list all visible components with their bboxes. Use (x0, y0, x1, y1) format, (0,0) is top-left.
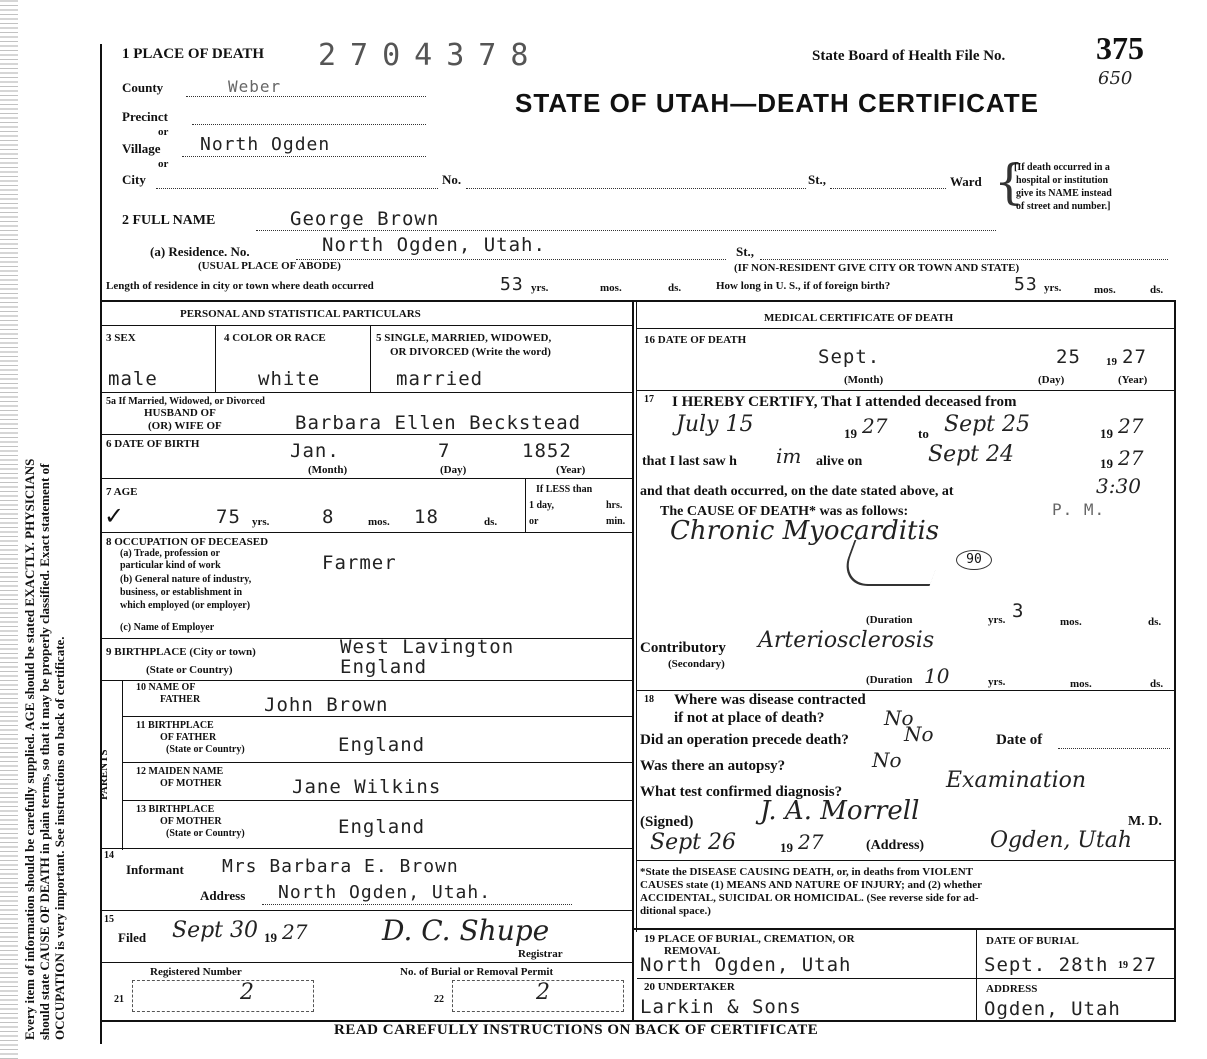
dod-month-caption: (Month) (844, 374, 884, 386)
operation-answer: No (904, 722, 934, 746)
dob-label: 6 DATE OF BIRTH (106, 438, 200, 450)
registrar-label: Registrar (518, 948, 563, 960)
registrar-signature: D. C. Shupe (382, 914, 550, 947)
test-label: What test confirmed diagnosis? (640, 784, 843, 800)
registered-number-box (132, 980, 314, 1012)
md-label: M. D. (1128, 814, 1162, 829)
filed-date: Sept 30 (172, 918, 259, 943)
q18-line-2: if not at place of death? (674, 710, 825, 726)
color-label: 4 COLOR OR RACE (224, 332, 326, 344)
rule (637, 860, 1174, 861)
file-no-label: State Board of Health File No. (812, 48, 1006, 64)
duration-years: 3 (1012, 600, 1025, 622)
age-ds-unit: ds. (484, 516, 498, 528)
occupation-b-2: business, or establishment in (120, 587, 243, 598)
spouse-label-1: 5a If Married, Widowed, or Divorced (106, 396, 265, 407)
how-long-yrs-unit: yrs. (1044, 282, 1062, 294)
secondary-label: (Secondary) (668, 658, 725, 670)
or-label-2: or (158, 158, 169, 170)
less-hrs: hrs. (606, 500, 623, 511)
contributory-label: Contributory (640, 640, 726, 656)
hospital-note-2: hospital or institution (1016, 175, 1109, 186)
mother-birthplace-label-2: OF MOTHER (160, 816, 222, 827)
occupation-b-3: which employed (or employer) (120, 600, 251, 611)
attended-from-19: 19 (844, 426, 857, 441)
burial-permit-number: 2 (536, 980, 550, 1005)
attended-to-label: to (918, 426, 929, 441)
death-occurred-label: and that death occurred, on the date stated above, at (640, 484, 954, 499)
rule (122, 762, 632, 763)
house-no-label: No. (442, 172, 462, 187)
birthplace-state-caption: (State or Country) (146, 664, 233, 676)
father-label-1: 10 NAME OF (136, 682, 196, 693)
dod-year-caption: (Year) (1118, 374, 1148, 386)
rule (102, 478, 632, 479)
signed-label: (Signed) (640, 814, 694, 830)
rule (637, 978, 1174, 979)
informant-address-label: Address (200, 888, 246, 903)
undertaker: Larkin & Sons (640, 996, 802, 1018)
burial-year-prefix: 19 (1118, 960, 1128, 971)
residence-street-label: St., (736, 244, 755, 259)
duration2-label: (Duration (866, 674, 913, 686)
operation-date-label: Date of (996, 732, 1043, 748)
mother-birthplace: England (338, 816, 426, 838)
pen-stroke (838, 540, 947, 586)
file-number: 375 (1096, 30, 1144, 66)
occupation-value: Farmer (322, 552, 397, 574)
registered-number-label: Registered Number (150, 966, 242, 978)
number-22: 22 (434, 994, 444, 1005)
rule (122, 716, 632, 717)
footnote-2: CAUSES state (1) MEANS AND NATURE OF INJURY; and (2) whether (640, 879, 983, 891)
rule (102, 392, 632, 393)
length-ds-unit: ds. (668, 282, 682, 294)
village-label: Village (122, 141, 161, 156)
age-months: 8 (322, 506, 335, 528)
city-label: City (122, 172, 146, 187)
mother-label-1: 12 MAIDEN NAME (136, 766, 224, 777)
autopsy-answer: No (872, 748, 902, 772)
undertaker-address-label: ADDRESS (986, 983, 1038, 995)
father-birthplace-label-2: OF FATHER (160, 732, 217, 743)
mother-label-2: OF MOTHER (160, 778, 222, 789)
village-value: North Ogden (200, 134, 331, 155)
ward-label: Ward (950, 174, 982, 189)
death-time: 3:30 (1096, 474, 1141, 498)
informant-address: North Ogden, Utah. (278, 882, 492, 903)
medical-section-title: MEDICAL CERTIFICATE OF DEATH (764, 312, 954, 324)
alive-on-19: 19 (1100, 456, 1113, 471)
hospital-note-4: of street and number.] (1016, 201, 1111, 212)
occupation-c: (c) Name of Employer (120, 622, 215, 633)
burial-place-label-1: 19 PLACE OF BURIAL, CREMATION, OR (644, 933, 855, 945)
rule (637, 328, 1174, 329)
parents-label: PARENTS (98, 749, 110, 800)
date-of-death-label: 16 DATE OF DEATH (644, 334, 747, 346)
stamp-number: 2704378 (318, 38, 543, 73)
date-of-death-month: Sept. (818, 346, 881, 368)
marital-label-1: 5 SINGLE, MARRIED, WIDOWED, (376, 332, 552, 344)
age-years: 75 (216, 506, 241, 528)
rule (122, 800, 632, 801)
rule (637, 390, 1174, 391)
registered-number: 2 (240, 980, 254, 1005)
marital-value: married (396, 368, 484, 390)
how-long-us-label: How long in U. S., if of foreign birth? (716, 280, 891, 292)
attended-from: July 15 (676, 412, 754, 437)
rule (525, 478, 526, 532)
attended-to: Sept 25 (944, 412, 1031, 437)
test-answer: Examination (946, 768, 1087, 793)
sex-value: male (108, 368, 158, 390)
signed-address: Ogden, Utah (990, 828, 1133, 853)
full-name-value: George Brown (290, 208, 440, 230)
alive-on-date: Sept 24 (928, 442, 1015, 467)
age-label: 7 AGE (106, 486, 138, 498)
birthplace-country: England (340, 656, 428, 678)
cause-of-death: Chronic Myocarditis (670, 516, 940, 546)
footnote-4: ditional space.) (640, 905, 711, 917)
dob-year: 1852 (522, 440, 572, 462)
mother-birthplace-label-1: 13 BIRTHPLACE (136, 804, 215, 815)
age-mos-unit: mos. (368, 516, 390, 528)
side-note-line-1: Every item of information should be carefully supplied. AGE should be stated EXACTLY. PHYSICIANS (22, 458, 37, 1040)
county-label: County (122, 80, 164, 95)
date-of-death-year: 27 (1122, 346, 1147, 368)
cause-code: 90 (956, 550, 992, 570)
duration-yrs-unit: yrs. (988, 614, 1006, 626)
mother-name: Jane Wilkins (292, 776, 442, 798)
q18-line-1: Where was disease contracted (674, 692, 866, 708)
rule (215, 326, 216, 392)
rule (637, 690, 1174, 691)
burial-place: North Ogden, Utah (640, 954, 852, 976)
burial-place-label-2: REMOVAL (664, 945, 721, 957)
residence-value: North Ogden, Utah. (322, 234, 546, 256)
age-days: 18 (414, 506, 439, 528)
brace: { (994, 154, 1025, 210)
duration2-yrs-unit: yrs. (988, 676, 1006, 688)
spouse-label-3: (OR) WIFE OF (148, 420, 222, 432)
informant-label: Informant (126, 862, 184, 877)
side-note (22, 60, 67, 1040)
or-label-1: or (158, 126, 169, 138)
duration2-mos-unit: mos. (1070, 678, 1092, 690)
filed-year: 27 (282, 920, 308, 944)
dob-month-caption: (Month) (308, 464, 348, 476)
certify-text: I HEREBY CERTIFY, That I attended deceased from (672, 394, 1017, 410)
form-border-right (1174, 300, 1176, 1020)
cause-am-pm: P. M. (1052, 500, 1106, 519)
place-of-death-label: 1 PLACE OF DEATH (122, 46, 265, 62)
nonresident-label: (IF NON-RESIDENT GIVE CITY OR TOWN AND STATE) (734, 262, 1020, 274)
less-min: min. (606, 516, 626, 527)
duration-label: (Duration (866, 614, 913, 626)
alive-on-label: alive on (816, 454, 863, 469)
occupation-a-2: particular kind of work (120, 560, 221, 571)
signed-year: 27 (798, 830, 824, 854)
number-21: 21 (114, 994, 124, 1005)
rule (370, 326, 371, 392)
filed-number: 15 (104, 914, 114, 925)
filed-year-prefix: 19 (264, 930, 277, 945)
burial-permit-label: No. of Burial or Removal Permit (400, 966, 554, 978)
rule (122, 680, 123, 850)
father-name: John Brown (264, 694, 389, 716)
attended-to-year: 27 (1118, 414, 1144, 438)
last-saw-pronoun: im (776, 444, 802, 468)
rule (976, 930, 977, 1022)
birthplace-label: 9 BIRTHPLACE (City or town) (106, 646, 256, 658)
color-value: white (258, 368, 321, 390)
dob-year-caption: (Year) (556, 464, 586, 476)
rule (634, 928, 1176, 930)
rule (102, 532, 632, 533)
undertaker-address: Ogden, Utah (984, 998, 1121, 1020)
operation-label: Did an operation precede death? (640, 732, 849, 748)
duration2-ds-unit: ds. (1150, 678, 1164, 690)
column-divider (632, 300, 634, 1020)
informant-number: 14 (104, 850, 114, 861)
column-divider-inner (636, 300, 637, 932)
spouse-value: Barbara Ellen Beckstead (295, 412, 582, 434)
footnote-1: *State the DISEASE CAUSING DEATH, or, in deaths from VIOLENT (640, 866, 974, 878)
street-label: St., (808, 172, 827, 187)
signed-date: Sept 26 (650, 830, 737, 855)
autopsy-label: Was there an autopsy? (640, 758, 786, 774)
undertaker-label: 20 UNDERTAKER (644, 981, 735, 993)
burial-year: 27 (1132, 954, 1157, 976)
birthplace-city: West Lavington (340, 636, 515, 658)
less-label-2: 1 day, (529, 500, 555, 511)
burial-date: Sept. 28th (984, 954, 1109, 976)
section-divider (100, 300, 1176, 302)
rule (102, 434, 632, 435)
left-edge-scan-noise (0, 0, 18, 1059)
side-note-line-3: OCCUPATION is very important. See instructions on back of certificate. (52, 636, 67, 1040)
hospital-note-1: [If death occurred in a (1014, 162, 1110, 173)
alive-on-year: 27 (1118, 446, 1144, 470)
rule (102, 962, 632, 963)
length-yrs-unit: yrs. (531, 282, 549, 294)
hospital-note-3: give its NAME instead (1016, 188, 1112, 199)
mother-birthplace-label-3: (State or Country) (166, 828, 245, 839)
less-label-3: or (529, 516, 539, 527)
age-checkmark: ✓ (104, 502, 125, 530)
attended-from-year: 27 (862, 414, 888, 438)
signed-year-prefix: 19 (780, 840, 793, 855)
footnote-3: ACCIDENTAL, SUICIDAL OR HOMICIDAL. (See reverse side for ad- (640, 892, 979, 904)
q18-number: 18 (644, 694, 654, 705)
father-birthplace-label-1: 11 BIRTHPLACE (136, 720, 214, 731)
father-birthplace: England (338, 734, 426, 756)
length-mos-unit: mos. (600, 282, 622, 294)
county-value: Weber (228, 77, 282, 96)
rule (102, 325, 632, 326)
full-name-label: 2 FULL NAME (122, 213, 216, 228)
certify-number: 17 (644, 394, 654, 405)
father-birthplace-label-3: (State or Country) (166, 744, 245, 755)
length-residence-label: Length of residence in city or town where death occurred (106, 280, 374, 292)
residence-label: (a) Residence. No. (150, 244, 250, 259)
precinct-label: Precinct (122, 109, 168, 124)
occupation-b-1: (b) General nature of industry, (120, 574, 252, 585)
how-long-us-years: 53 (1014, 274, 1038, 295)
occupation-label: 8 OCCUPATION OF DECEASED (106, 536, 269, 548)
length-residence-years: 53 (500, 274, 524, 295)
duration-mos-unit: mos. (1060, 616, 1082, 628)
marital-label-2: OR DIVORCED (Write the word) (390, 346, 551, 358)
footer-instructions: READ CAREFULLY INSTRUCTIONS ON BACK OF CERTIFICATE (334, 1022, 819, 1038)
cause-label: The CAUSE OF DEATH* was as follows: (660, 504, 909, 519)
age-yrs-unit: yrs. (252, 516, 270, 528)
signed-address-label: (Address) (866, 838, 925, 853)
burial-date-label: DATE OF BURIAL (986, 935, 1079, 947)
q18-answer: No (884, 706, 914, 730)
physician-signature: J. A. Morrell (760, 796, 920, 826)
usual-abode-label: (USUAL PLACE OF ABODE) (198, 260, 341, 272)
filed-label: Filed (118, 930, 147, 945)
spouse-label-2: HUSBAND OF (144, 407, 216, 419)
date-of-death-year-prefix: 19 (1106, 356, 1117, 368)
rule (102, 848, 632, 849)
how-long-mos-unit: mos. (1094, 284, 1116, 296)
certificate-title: STATE OF UTAH—DEATH CERTIFICATE (515, 88, 1039, 118)
contributory-cause: Arteriosclerosis (758, 628, 935, 653)
dob-day: 7 (438, 440, 451, 462)
dob-day-caption: (Day) (440, 464, 467, 476)
rule (102, 680, 632, 681)
less-label-1: If LESS than (536, 484, 593, 495)
informant-value: Mrs Barbara E. Brown (222, 856, 459, 877)
dod-day-caption: (Day) (1038, 374, 1065, 386)
how-long-ds-unit: ds. (1150, 284, 1164, 296)
duration2-years: 10 (924, 664, 950, 688)
file-number-handwritten: 650 (1098, 68, 1133, 89)
father-label-2: FATHER (160, 694, 201, 705)
duration-ds-unit: ds. (1148, 616, 1162, 628)
form-border-left (100, 44, 102, 1044)
sex-label: 3 SEX (106, 332, 136, 344)
date-of-death-day: 25 (1056, 346, 1081, 368)
side-note-line-2: should state CAUSE OF DEATH in plain terms, so that it may be properly classified. Exact statement of (37, 463, 52, 1040)
rule (102, 910, 632, 911)
attended-to-19: 19 (1100, 426, 1113, 441)
occupation-a-1: (a) Trade, profession or (120, 548, 220, 559)
last-saw-label: that I last saw h (642, 454, 737, 469)
dob-month: Jan. (290, 440, 340, 462)
personal-section-title: PERSONAL AND STATISTICAL PARTICULARS (180, 308, 421, 320)
